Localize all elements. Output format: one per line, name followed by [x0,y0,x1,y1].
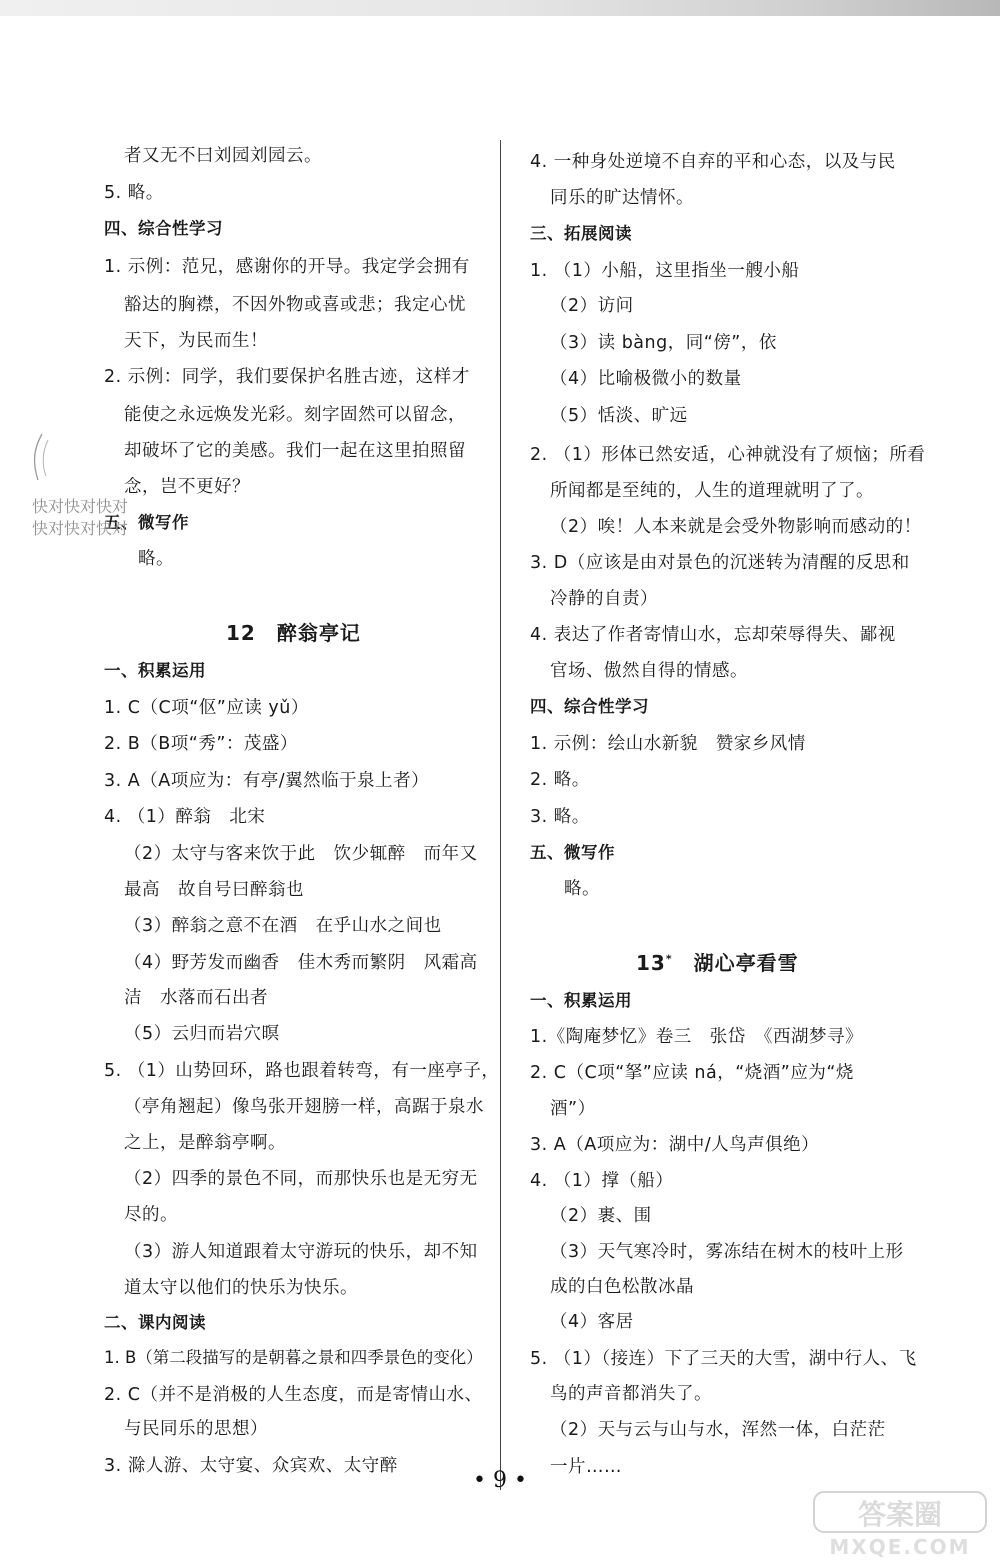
answer-line: 2. 示例：同学，我们要保护名胜古迹，这样才 [104,367,470,387]
answer-line: （2）四季的景色不同，而那快乐也是无穷无 [124,1169,478,1189]
answer-line: 一片…… [550,1457,622,1477]
answer-line: 最高 故自号曰醉翁也 [124,880,304,900]
answer-line: 略。 [564,879,600,899]
answer-line: 3. D（应该是由对景色的沉迷转为清醒的反思和 [530,553,910,573]
section-heading: 一、积累运用 [104,661,206,680]
answer-line: （亭角翘起）像鸟张开翅膀一样，高踞于泉水 [124,1097,484,1117]
answer-line: 3. 滁人游、太守宴、众宾欢、太守醉 [104,1456,398,1476]
page-top-edge [0,0,1000,16]
lesson-title [636,952,799,974]
answer-line: 2. C（并不是消极的人生态度，而是寄情山水、 [104,1385,483,1405]
answer-line: 道太守以他们的快乐为快乐。 [124,1278,358,1298]
answer-line: 2. C（C项“拏”应读 ná，“烧酒”应为“烧 [530,1063,854,1083]
answer-line: （4）比喻极微小的数量 [550,369,742,389]
answer-line: （5）恬淡、旷远 [550,406,688,426]
answer-line: （4）野芳发而幽香 佳木秀而繁阴 风霜高 [124,953,478,973]
section-heading: 五、微写作 [104,513,189,532]
pencil-mark [28,432,58,492]
answer-line: 2. 略。 [530,770,590,790]
logo-text: 答案圈 [857,1498,943,1531]
answer-line: （3）读 bàng，同“傍”，依 [550,333,777,353]
answer-line: 所闻都是至纯的，人生的道理就明了了。 [550,481,874,501]
answer-line: 却破坏了它的美感。我们一起在这里拍照留 [124,441,466,461]
optional-lesson-mark: * [665,952,673,966]
site-logo-watermark [810,1488,990,1560]
answer-line: 与民同乐的思想） [124,1419,268,1439]
lesson-title: 12 醉翁亭记 [226,621,361,645]
watermark-text: 快对快对快对 [32,519,129,538]
answer-line: （2）天与云与山与水，浑然一体，白茫茫 [550,1420,886,1440]
answer-line: 官场、傲然自得的情感。 [550,661,748,681]
answer-line: 4. （1）撑（船） [530,1171,674,1191]
section-heading: 五、微写作 [530,843,615,862]
section-heading: 二、课内阅读 [104,1313,206,1332]
answer-line: 洁 水落而石出者 [124,988,268,1008]
answer-line: 尽的。 [124,1205,178,1225]
answer-line: 5. 略。 [104,183,164,203]
column-divider [500,140,501,1490]
answer-line: 成的白色松散冰晶 [550,1277,694,1297]
page-number: • 9 • [473,1468,527,1493]
logo-url-text: MXQE.COM [829,1535,971,1559]
answer-line: （2）访问 [550,296,634,316]
answer-line: 1. B（第二段描写的是朝暮之景和四季景色的变化） [104,1348,483,1367]
section-heading: 四、综合性学习 [104,219,223,238]
answer-line: 2. B（B项“秀”：茂盛） [104,734,298,754]
answer-line: 4. 表达了作者寄情山水，忘却荣辱得失、鄙视 [530,625,896,645]
section-heading: 一、积累运用 [530,991,632,1010]
answer-line: 能使之永远焕发光彩。刻字固然可以留念， [124,405,466,425]
answer-line: 酒”） [550,1099,596,1119]
answer-line: 1. 示例：范兄，感谢你的开导。我定学会拥有 [104,257,470,277]
answer-line: （2）太守与客来饮于此 饮少辄醉 而年又 [124,844,478,864]
answer-line: 1. （1）小船，这里指坐一艘小船 [530,261,800,281]
answer-line: 5. （1）山势回环，路也跟着转弯，有一座亭子， [104,1061,500,1081]
answer-line: 4. （1）醉翁 北宋 [104,807,266,827]
answer-line: 1. 示例：绘山水新貌 赞家乡风情 [530,734,806,754]
answer-line: （2）唉！人本来就是会受外物影响而感动的！ [550,517,922,537]
answer-line: 3. A（A项应为：有亭/翼然临于泉上者） [104,771,430,791]
answer-line: （3）醉翁之意不在酒 在乎山水之间也 [124,916,442,936]
answer-line: 2. （1）形体已然安适，心神就没有了烦恼；所看 [530,445,926,465]
answer-line: 鸟的声音都消失了。 [550,1384,712,1404]
answer-line: 4. 一种身处逆境不自弃的平和心态，以及与民 [530,152,896,172]
answer-line: 3. A（A项应为：湖中/人鸟声俱绝） [530,1135,820,1155]
answer-line: （3）天气寒冷时，雾冻结在树木的枝叶上形 [550,1242,904,1262]
answer-line: （4）客居 [550,1312,634,1332]
section-heading: 四、综合性学习 [530,697,649,716]
answer-line: 1.《陶庵梦忆》卷三 张岱 《西湖梦寻》 [530,1027,863,1047]
answer-line: 同乐的旷达情怀。 [550,188,694,208]
answer-line: 冷静的自责） [550,589,658,609]
section-heading: 三、拓展阅读 [530,224,632,243]
answer-line: 念，岂不更好？ [124,477,250,497]
answer-line: 之上，是醉翁亭啊。 [124,1133,286,1153]
answer-line: 天下，为民而生！ [124,331,268,351]
answer-line: 者又无不曰刘园刘园云。 [124,146,322,166]
answer-line: （5）云归而岩穴暝 [124,1024,280,1044]
watermark-text: 快对快对快对 [32,497,129,516]
answer-line: 豁达的胸襟，不因外物或喜或悲；我定心忧 [124,295,466,315]
answer-line: （2）裹、围 [550,1206,652,1226]
lesson-name: 湖心亭看雪 [672,951,799,975]
answer-line: 略。 [138,549,174,569]
lesson-number: 13 [636,951,666,975]
answer-line: 3. 略。 [530,807,590,827]
answer-line: （3）游人知道跟着太守游玩的快乐，却不知 [124,1242,478,1262]
answer-line: 5. （1）（接连）下了三天的大雪，湖中行人、飞 [530,1349,917,1369]
answer-line: 1. C（C项“伛”应读 yǔ） [104,698,309,718]
